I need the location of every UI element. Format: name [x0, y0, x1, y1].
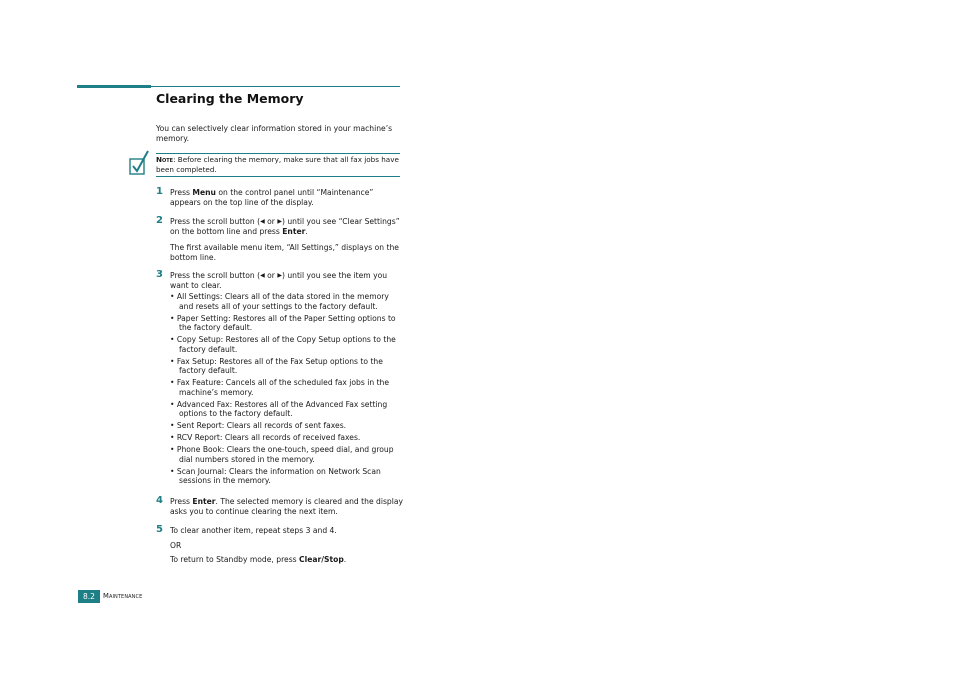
- step-text: To clear another item, repeat steps 3 and 4.: [170, 526, 337, 535]
- step-text: Press Enter. The selected memory is cleared and the display asks you to continue clearing the next item.: [170, 497, 403, 516]
- step-3: [156, 271, 406, 291]
- memory-item-list: [170, 292, 402, 488]
- header-rule-thin: [151, 86, 400, 87]
- step-1: [156, 188, 406, 208]
- header-rule-thick: [77, 85, 151, 88]
- section-name: Maintenance: [103, 592, 143, 600]
- list-item: • Phone Book: Clears the one-touch, speed dial, and group dial numbers stored in the memory.: [170, 445, 394, 464]
- list-item: • Copy Setup: Restores all of the Copy Setup options to the factory default.: [170, 335, 396, 354]
- list-item: • Paper Setting: Restores all of the Paper Setting options to the factory default.: [170, 313, 396, 332]
- list-item: • RCV Report: Clears all records of received faxes.: [170, 433, 361, 442]
- scroll-left-icon: ◀: [260, 272, 265, 279]
- step-2: [156, 217, 406, 237]
- list-item: • Fax Feature: Cancels all of the scheduled fax jobs in the machine’s memory.: [170, 378, 390, 397]
- step-text: Press the scroll button (◀ or ▶) until you see the item you want to clear.: [170, 271, 388, 290]
- step-5-alternative: To return to Standby mode, press Clear/Stop.: [170, 555, 347, 564]
- note-label: Note: [156, 155, 174, 164]
- step-4: [156, 497, 406, 517]
- intro-paragraph: You can selectively clear information stored in your machine’s memory.: [156, 124, 393, 143]
- step-text: Press Menu on the control panel until “Maintenance” appears on the top line of the display.: [170, 188, 374, 207]
- step-5-or: OR: [170, 541, 182, 550]
- note-rule-bottom: [156, 176, 400, 177]
- step-number: 5: [156, 524, 163, 535]
- step-2-note: The first available menu item, “All Settings,” displays on the bottom line.: [170, 243, 399, 262]
- step-number: 4: [156, 495, 163, 506]
- list-item: • Sent Report: Clears all records of sent faxes.: [170, 421, 347, 430]
- scroll-left-icon: ◀: [260, 218, 265, 225]
- note-rule-top: [156, 153, 400, 154]
- list-item: • Scan Journal: Clears the information on Network Scan sessions in the memory.: [170, 466, 381, 485]
- step-number: 3: [156, 269, 163, 280]
- scroll-right-icon: ▶: [277, 272, 282, 279]
- list-item: • All Settings: Clears all of the data stored in the memory and resets all of your settings to the factory default.: [170, 292, 389, 311]
- list-item: • Fax Setup: Restores all of the Fax Setup options to the factory default.: [170, 356, 383, 375]
- pencil-check-icon: [127, 149, 151, 177]
- step-5: [156, 526, 406, 536]
- step-text: Press the scroll button (◀ or ▶) until you see “Clear Settings” on the bottom line and press Enter.: [170, 217, 400, 236]
- scroll-right-icon: ▶: [277, 218, 282, 225]
- note-body: : Before clearing the memory, make sure that all fax jobs have been completed.: [156, 155, 399, 174]
- note-text: [156, 155, 404, 174]
- list-item: • Advanced Fax: Restores all of the Advanced Fax setting options to the factory default.: [170, 399, 388, 418]
- page-number: 8.2: [78, 590, 100, 603]
- step-number: 2: [156, 215, 163, 226]
- step-number: 1: [156, 186, 163, 197]
- page-title: Clearing the Memory: [156, 91, 304, 106]
